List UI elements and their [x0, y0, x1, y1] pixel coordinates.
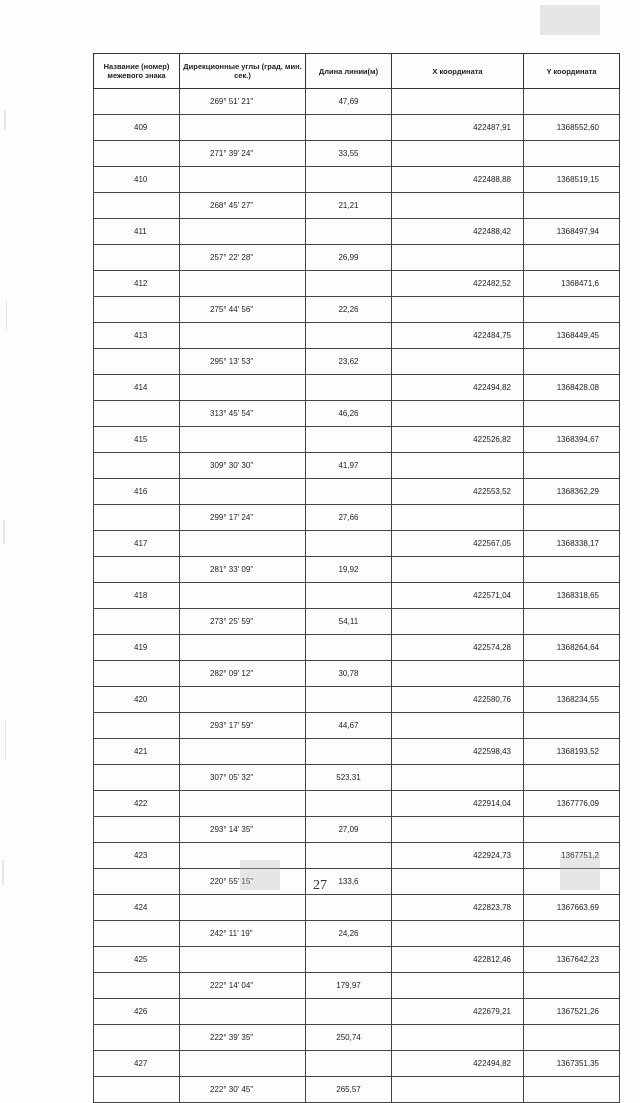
y-coordinate-cell: 1367642,23 — [524, 947, 620, 973]
mark-name-cell: 424 — [94, 895, 180, 921]
y-coordinate-cell: 1368497,94 — [524, 219, 620, 245]
x-coordinate-cell: 422494,82 — [392, 375, 524, 401]
direction-angle-cell: 282° 09' 12" — [180, 661, 306, 687]
x-coordinate-cell: 422812,46 — [392, 947, 524, 973]
page-number: 27 — [313, 878, 327, 893]
segment-row — [94, 401, 620, 427]
y-coordinate-cell: 1368394,67 — [524, 427, 620, 453]
segment-row — [94, 557, 620, 583]
direction-angle-cell: 275° 44' 56" — [180, 297, 306, 323]
mark-name-cell: 414 — [94, 375, 180, 401]
mark-row — [94, 219, 620, 245]
line-length-cell: 24,26 — [306, 921, 392, 947]
segment-row — [94, 973, 620, 999]
y-coordinate-cell: 1368234,55 — [524, 687, 620, 713]
direction-angle-cell: 293° 14' 35" — [180, 817, 306, 843]
direction-angle-cell: 293° 17' 59" — [180, 713, 306, 739]
mark-row — [94, 947, 620, 973]
y-coordinate-cell: 1368471,6 — [524, 271, 620, 297]
direction-angle-cell: 269° 51' 21" — [180, 89, 306, 115]
y-coordinate-cell: 1367751,2 — [524, 843, 620, 869]
x-coordinate-cell: 422580,76 — [392, 687, 524, 713]
line-length-cell: 41,97 — [306, 453, 392, 479]
mark-name-cell: 409 — [94, 115, 180, 141]
mark-name-cell: 410 — [94, 167, 180, 193]
segment-row — [94, 453, 620, 479]
direction-angle-cell: 268° 45' 27" — [180, 193, 306, 219]
y-coordinate-cell: 1368264,64 — [524, 635, 620, 661]
x-coordinate-cell: 422482,52 — [392, 271, 524, 297]
segment-row — [94, 765, 620, 791]
mark-row — [94, 271, 620, 297]
line-length-cell: 27,09 — [306, 817, 392, 843]
line-length-cell: 23,62 — [306, 349, 392, 375]
header-direction-angle: Дирекционные углы (град. мин. сек.) — [180, 54, 306, 89]
segment-row — [94, 193, 620, 219]
mark-row — [94, 323, 620, 349]
segment-row — [94, 505, 620, 531]
x-coordinate-cell: 422488,42 — [392, 219, 524, 245]
mark-row — [94, 167, 620, 193]
mark-row — [94, 739, 620, 765]
direction-angle-cell: 281° 33' 09" — [180, 557, 306, 583]
segment-row — [94, 817, 620, 843]
y-coordinate-cell: 1368449,45 — [524, 323, 620, 349]
line-length-cell: 46,26 — [306, 401, 392, 427]
mark-row — [94, 791, 620, 817]
direction-angle-cell: 313° 45' 54" — [180, 401, 306, 427]
direction-angle-cell: 220° 55' 15" — [180, 869, 306, 895]
segment-row — [94, 1025, 620, 1051]
segment-row — [94, 141, 620, 167]
x-coordinate-cell: 422914,04 — [392, 791, 524, 817]
line-length-cell: 21,21 — [306, 193, 392, 219]
table-header-row — [94, 54, 620, 89]
segment-row — [94, 245, 620, 271]
y-coordinate-cell: 1368519,15 — [524, 167, 620, 193]
y-coordinate-cell: 1367776,09 — [524, 791, 620, 817]
y-coordinate-cell: 1368193,52 — [524, 739, 620, 765]
direction-angle-cell: 222° 30' 45" — [180, 1077, 306, 1103]
mark-name-cell: 413 — [94, 323, 180, 349]
mark-name-cell: 412 — [94, 271, 180, 297]
mark-name-cell: 411 — [94, 219, 180, 245]
y-coordinate-cell: 1368428,08 — [524, 375, 620, 401]
mark-name-cell: 419 — [94, 635, 180, 661]
mark-name-cell: 427 — [94, 1051, 180, 1077]
line-length-cell: 265,57 — [306, 1077, 392, 1103]
header-mark-name: Название (номер) межевого знака — [94, 54, 180, 89]
line-length-cell: 179,97 — [306, 973, 392, 999]
line-length-cell: 54,11 — [306, 609, 392, 635]
mark-row — [94, 687, 620, 713]
mark-name-cell: 425 — [94, 947, 180, 973]
y-coordinate-cell: 1368338,17 — [524, 531, 620, 557]
mark-row — [94, 583, 620, 609]
line-length-cell: 33,55 — [306, 141, 392, 167]
mark-row — [94, 635, 620, 661]
segment-row — [94, 349, 620, 375]
mark-row — [94, 843, 620, 869]
direction-angle-cell: 273° 25' 59" — [180, 609, 306, 635]
y-coordinate-cell: 1368318,65 — [524, 583, 620, 609]
x-coordinate-cell: 422679,21 — [392, 999, 524, 1025]
line-length-cell: 26,99 — [306, 245, 392, 271]
header-x-coordinate: X координата — [392, 54, 524, 89]
mark-row — [94, 999, 620, 1025]
x-coordinate-cell: 422571,04 — [392, 583, 524, 609]
mark-row — [94, 1051, 620, 1077]
mark-name-cell: 417 — [94, 531, 180, 557]
direction-angle-cell: 295° 13' 53" — [180, 349, 306, 375]
boundary-coordinates-table — [93, 53, 620, 1103]
direction-angle-cell: 307° 05' 32" — [180, 765, 306, 791]
line-length-cell: 133,6 — [306, 869, 392, 895]
line-length-cell: 44,67 — [306, 713, 392, 739]
x-coordinate-cell: 422553,52 — [392, 479, 524, 505]
mark-name-cell: 423 — [94, 843, 180, 869]
direction-angle-cell: 242° 11' 19" — [180, 921, 306, 947]
x-coordinate-cell: 422488,88 — [392, 167, 524, 193]
mark-name-cell: 420 — [94, 687, 180, 713]
segment-row — [94, 609, 620, 635]
y-coordinate-cell: 1367351,35 — [524, 1051, 620, 1077]
y-coordinate-cell: 1368552,60 — [524, 115, 620, 141]
direction-angle-cell: 309° 30' 30" — [180, 453, 306, 479]
x-coordinate-cell: 422598,43 — [392, 739, 524, 765]
line-length-cell: 27,66 — [306, 505, 392, 531]
segment-row — [94, 89, 620, 115]
direction-angle-cell: 299° 17' 24" — [180, 505, 306, 531]
mark-name-cell: 418 — [94, 583, 180, 609]
x-coordinate-cell: 422574,28 — [392, 635, 524, 661]
y-coordinate-cell: 1367521,26 — [524, 999, 620, 1025]
mark-name-cell: 426 — [94, 999, 180, 1025]
line-length-cell: 47,69 — [306, 89, 392, 115]
mark-row — [94, 531, 620, 557]
mark-name-cell: 422 — [94, 791, 180, 817]
x-coordinate-cell: 422484,75 — [392, 323, 524, 349]
x-coordinate-cell: 422494,82 — [392, 1051, 524, 1077]
line-length-cell: 523,31 — [306, 765, 392, 791]
mark-row — [94, 479, 620, 505]
direction-angle-cell: 257° 22' 28" — [180, 245, 306, 271]
segment-row — [94, 661, 620, 687]
x-coordinate-cell: 422924,73 — [392, 843, 524, 869]
mark-row — [94, 375, 620, 401]
header-line-length: Длина линии(м) — [306, 54, 392, 89]
mark-name-cell: 416 — [94, 479, 180, 505]
direction-angle-cell: 222° 14' 04" — [180, 973, 306, 999]
segment-row — [94, 713, 620, 739]
line-length-cell: 250,74 — [306, 1025, 392, 1051]
x-coordinate-cell: 422526,82 — [392, 427, 524, 453]
x-coordinate-cell: 422487,91 — [392, 115, 524, 141]
segment-row — [94, 1077, 620, 1103]
direction-angle-cell: 222° 39' 35" — [180, 1025, 306, 1051]
mark-row — [94, 427, 620, 453]
mark-name-cell: 421 — [94, 739, 180, 765]
direction-angle-cell: 271° 39' 24" — [180, 141, 306, 167]
segment-row — [94, 297, 620, 323]
y-coordinate-cell: 1367663,69 — [524, 895, 620, 921]
y-coordinate-cell: 1368362,29 — [524, 479, 620, 505]
mark-row — [94, 895, 620, 921]
line-length-cell: 30,78 — [306, 661, 392, 687]
table-body — [94, 89, 620, 1103]
segment-row — [94, 921, 620, 947]
line-length-cell: 19,92 — [306, 557, 392, 583]
line-length-cell: 22,26 — [306, 297, 392, 323]
mark-name-cell: 415 — [94, 427, 180, 453]
header-y-coordinate: Y координата — [524, 54, 620, 89]
mark-row — [94, 115, 620, 141]
x-coordinate-cell: 422567,05 — [392, 531, 524, 557]
x-coordinate-cell: 422823,78 — [392, 895, 524, 921]
